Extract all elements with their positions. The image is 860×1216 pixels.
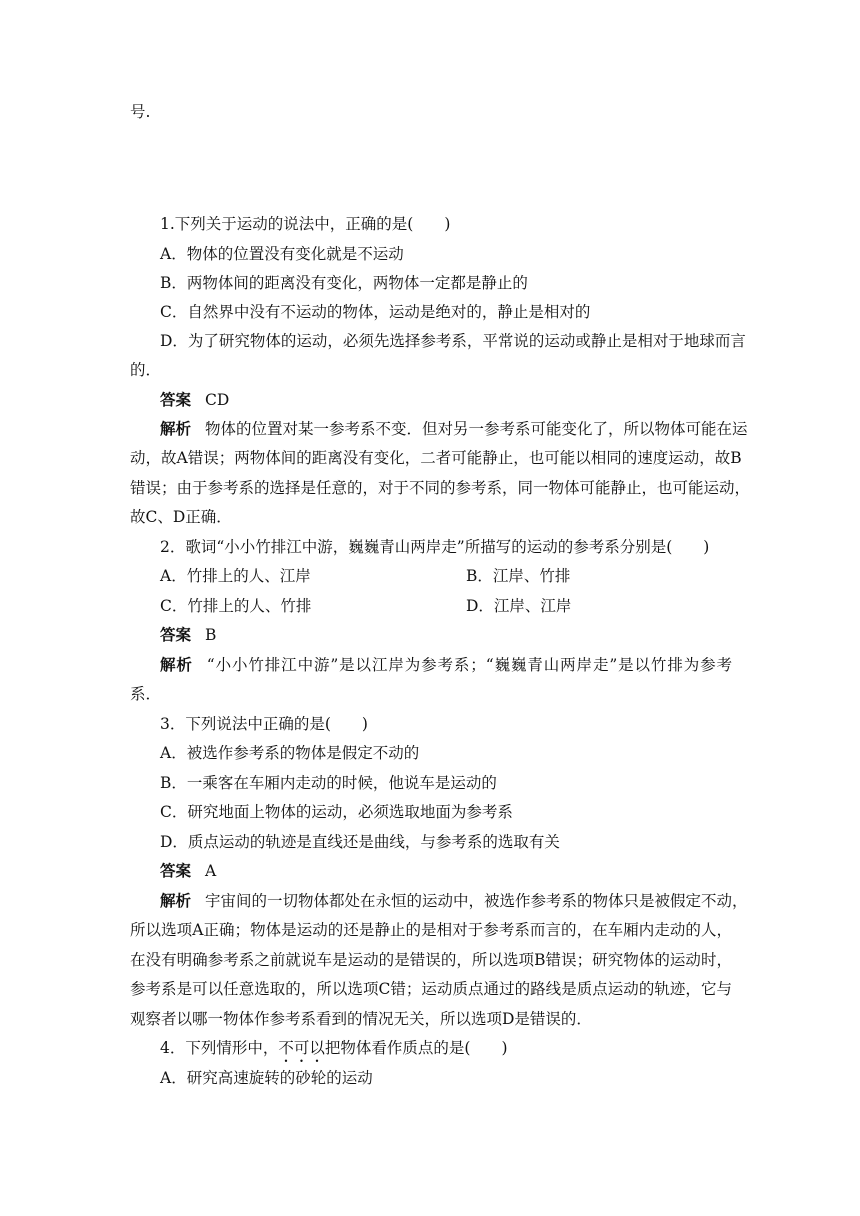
q1-option-d: D．为了研究物体的运动，必须先选择参考系，平常说的运动或静止是相对于地球而言 <box>160 332 746 350</box>
answer-label: 答案 <box>160 390 192 409</box>
q2-stem: 2．歌词“小小竹排江中游，巍巍青山两岸走”所描写的运动的参考系分别是( ) <box>160 538 710 556</box>
analysis-label: 解析 <box>160 655 193 674</box>
q2-analysis-text: “小小竹排江中游”是以江岸为参考系；“巍巍青山两岸走”是以竹排为参考 <box>206 656 732 674</box>
top-fragment: 号. <box>130 103 151 121</box>
q1-answer <box>160 390 732 410</box>
q4-stem <box>160 1038 732 1066</box>
q3-option-a: A．被选作参考系的物体是假定不动的 <box>160 744 420 762</box>
q1-analysis-text: 物体的位置对某一参考系不变．但对另一参考系可能变化了，所以物体可能在运 <box>205 420 748 438</box>
q1-option-b: B．两物体间的距离没有变化，两物体一定都是静止的 <box>160 274 528 292</box>
q2-option-b: B．江岸、竹排 <box>466 567 571 585</box>
q3-option-b: B．一乘客在车厢内走动的时候，他说车是运动的 <box>160 774 497 792</box>
q1-option-a: A．物体的位置没有变化就是不运动 <box>160 245 404 263</box>
q2-option-a: A．竹排上的人、江岸 <box>160 567 311 585</box>
q1-analysis-line-3: 错误；由于参考系的选择是任意的，对于不同的参考系，同一物体可能静止，也可能运动， <box>130 479 751 497</box>
q3-analysis-line-1 <box>160 891 748 911</box>
q3-answer-value: A <box>205 862 217 880</box>
q2-answer-value: B <box>205 626 217 644</box>
q3-option-d: D．质点运动的轨迹是直线还是曲线，与参考系的选取有关 <box>160 833 560 851</box>
analysis-label: 解析 <box>160 419 192 438</box>
q3-analysis-line-5: 观察者以哪一物体作参考系看到的情况无关，所以选项D是错误的． <box>130 1010 592 1028</box>
q1-option-c: C．自然界中没有不运动的物体，运动是绝对的，静止是相对的 <box>160 303 591 321</box>
q3-option-c: C．研究地面上物体的运动，必须选取地面为参考系 <box>160 803 513 821</box>
q3-analysis-text: 宇宙间的一切物体都处在永恒的运动中，被选作参考系的物体只是被假定不动， <box>205 892 748 910</box>
q2-option-d: D．江岸、江岸 <box>466 597 572 615</box>
q4-stem-post: 把物体看作质点的是( ) <box>324 1039 508 1057</box>
q1-analysis-line-1 <box>160 419 748 439</box>
q4-stem-pre: 4．下列情形中， <box>160 1039 279 1057</box>
q3-analysis-line-4: 参考系是可以任意选取的，所以选项C错；运动质点通过的路线是质点运动的轨迹，它与 <box>130 980 732 998</box>
q1-answer-value: CD <box>205 391 230 409</box>
answer-label: 答案 <box>160 861 192 880</box>
q3-stem: 3．下列说法中正确的是( ) <box>160 715 368 733</box>
q1-analysis-line-4: 故C、D正确． <box>130 508 232 526</box>
q1-stem: 1.下列关于运动的说法中，正确的是( ) <box>160 215 451 233</box>
q2-option-c: C．竹排上的人、竹排 <box>160 597 312 615</box>
analysis-label: 解析 <box>160 891 192 910</box>
q1-option-d-cont: 的． <box>130 361 162 379</box>
q3-answer <box>160 861 732 881</box>
q2-analysis-line-1 <box>160 655 732 675</box>
q4-option-a: A．研究高速旋转的砂轮的运动 <box>160 1069 373 1087</box>
q1-analysis-line-2: 动，故A错误；两物体间的距离没有变化，二者可能静止，也可能以相同的速度运动，故B <box>130 449 742 467</box>
q3-analysis-line-2: 所以选项A正确；物体是运动的还是静止的是相对于参考系而言的，在车厢内走动的人， <box>130 921 732 939</box>
answer-label: 答案 <box>160 625 192 644</box>
q2-answer <box>160 625 732 645</box>
q4-stem-emphasis: 不可以 <box>278 1039 325 1057</box>
q3-analysis-line-3: 在没有明确参考系之前就说车是运动的是错误的，所以选项B错误；研究物体的运动时， <box>130 951 732 969</box>
q2-analysis-line-2: 系． <box>130 685 162 703</box>
